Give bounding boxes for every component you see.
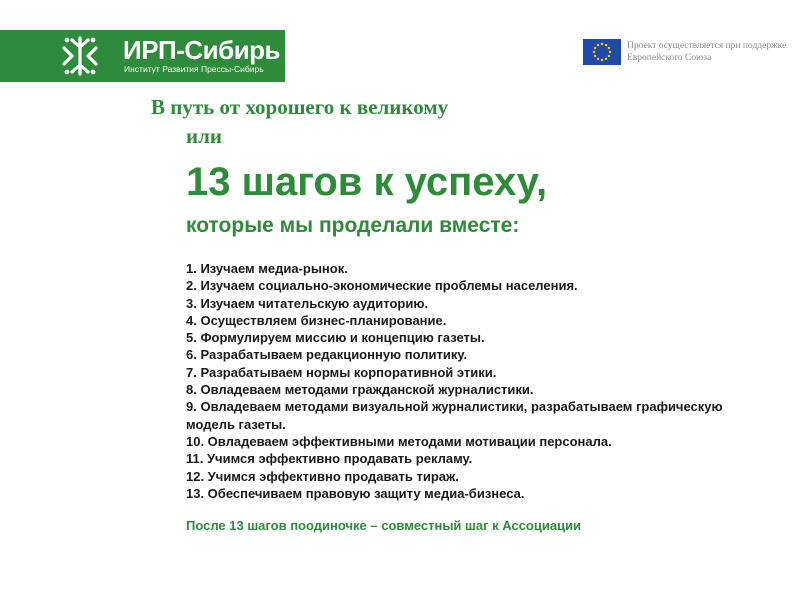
list-item: 5. Формулируем миссию и концепцию газеты.	[186, 330, 485, 346]
eu-star	[593, 51, 595, 53]
list-item: 9. Овладеваем методами визуальной журналистики, разрабатываем графическую модель газеты.	[186, 399, 723, 432]
eu-support-note: Проект осуществляется при поддержке Европейского Союза	[627, 41, 787, 63]
header-logo-band	[0, 30, 285, 82]
eu-star	[605, 58, 607, 60]
eu-star	[601, 43, 603, 45]
eu-star	[609, 51, 611, 53]
logo-tagline: Институт Развития Прессы-Сибирь	[124, 64, 264, 74]
list-item: 6. Разрабатываем редакционную политику.	[186, 347, 468, 363]
list-item: 2. Изучаем социально-экономические проблемы населения.	[186, 278, 578, 294]
list-item: 12. Учимся эффективно продавать тираж.	[186, 468, 459, 484]
page-title: 13 шагов к успеху,	[186, 160, 548, 204]
eu-star	[601, 59, 603, 61]
title-line-2: или	[186, 124, 222, 148]
final-step: После 13 шагов поодиночке – совместный шаг к Ассоциации	[186, 518, 582, 533]
title-line-1: В путь от хорошего к великому	[151, 95, 449, 119]
eu-star	[594, 47, 596, 49]
list-item: 3. Изучаем читательскую аудиторию.	[186, 295, 429, 311]
eu-flag-icon	[583, 39, 621, 65]
eu-star	[597, 58, 599, 60]
list-item: 7. Разрабатываем нормы корпоративной этики.	[186, 364, 497, 380]
logo-name: ИРП-Сибирь	[123, 35, 281, 65]
eu-star	[608, 55, 610, 57]
eu-star	[597, 44, 599, 46]
eu-star	[594, 55, 596, 57]
list-item: 1. Изучаем медиа-рынок.	[186, 261, 348, 276]
list-item: 10. Овладеваем эффективными методами мотивации персонала.	[186, 433, 612, 449]
list-item: 4. Осуществляем бизнес-планирование.	[186, 312, 447, 328]
irp-snowflake-icon	[58, 34, 102, 78]
list-item: 8. Овладеваем методами гражданской журналистики.	[186, 382, 534, 398]
steps-list	[186, 260, 746, 502]
page-subtitle: которые мы проделали вместе:	[186, 214, 520, 237]
list-item: 13. Обеспечиваем правовую защиту медиа-бизнеса.	[186, 485, 525, 501]
eu-star	[608, 47, 610, 49]
eu-star	[605, 44, 607, 46]
list-item: 11. Учимся эффективно продавать рекламу.	[186, 451, 473, 467]
